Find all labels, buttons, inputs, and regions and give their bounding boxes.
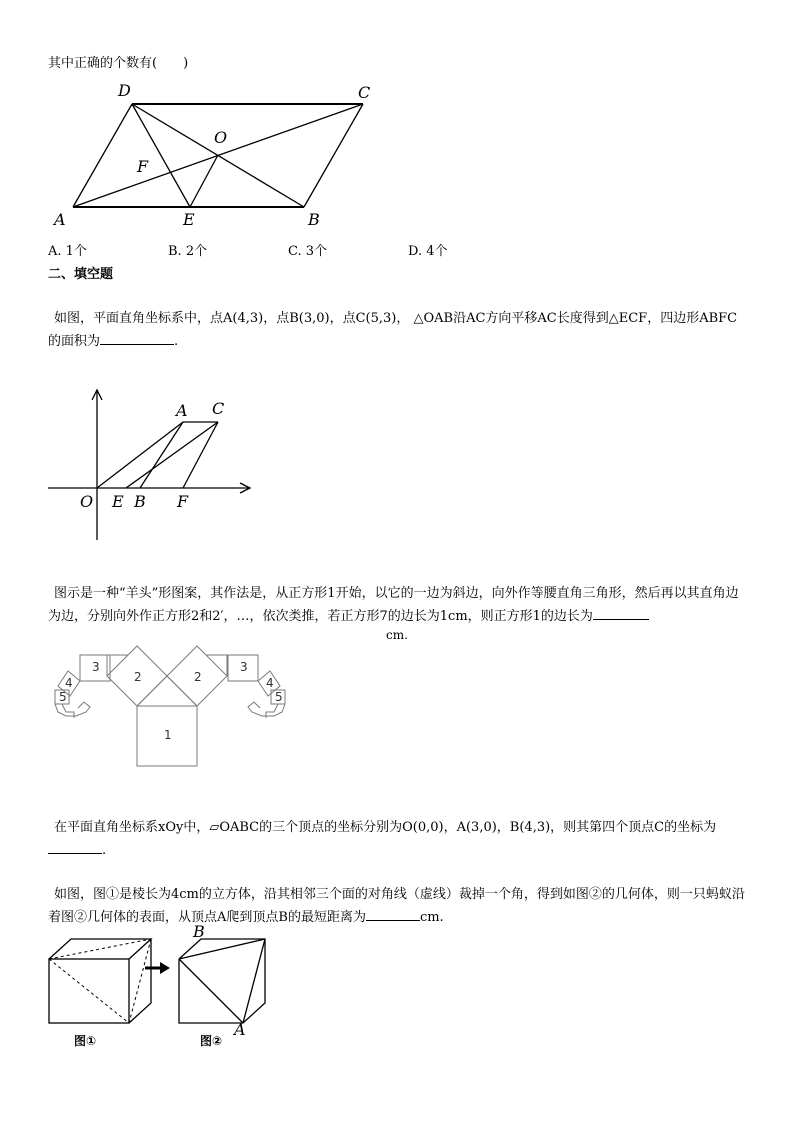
- label-F: F: [177, 492, 189, 511]
- label-B: B: [308, 210, 320, 229]
- square-5-left: [55, 690, 69, 704]
- spiral-left-inner: [62, 704, 74, 718]
- label-square-4-left: 4: [65, 676, 73, 690]
- cube2-outline: [179, 939, 265, 1023]
- edge-DA: [73, 104, 132, 207]
- cube1-cut-side: [129, 939, 151, 1023]
- label-E: E: [183, 210, 195, 229]
- question-4-text: 如图，图①是棱长为4cm的立方体，沿其相邻三个面的对角线（虚线）裁掉一个角，得到如图②的几何体，则一只蚂蚁沿着图②几何体的表面，从顶点A爬到顶点B的最短距离为: [48, 887, 745, 925]
- choice-a: A. 1个: [48, 244, 87, 259]
- answer-blank-3[interactable]: [48, 839, 102, 854]
- square-4-left: [58, 671, 80, 696]
- answer-blank-2[interactable]: [593, 605, 649, 620]
- seg-OA: [97, 422, 183, 488]
- triangle-2-right: [206, 655, 227, 676]
- label-E: E: [112, 492, 124, 511]
- square-4-right: [258, 671, 280, 696]
- label-square-3-right: 3: [240, 660, 248, 674]
- label-A: A: [234, 1020, 246, 1039]
- seg-CF: [183, 422, 218, 488]
- question-1-end: .: [174, 334, 179, 349]
- label-B: B: [134, 492, 146, 511]
- caption-figure-2: 图②: [200, 1034, 223, 1048]
- label-O: O: [214, 128, 228, 147]
- label-O: O: [80, 492, 94, 511]
- caption-figure-1: 图①: [74, 1034, 97, 1048]
- spiral-right: [248, 702, 285, 716]
- question-1-text: 如图，平面直角坐标系中，点A(4,3)，点B(3,0)，点C(5,3)， △OAB沿AC方向平移AC长度得到△ECF，四边形ABFC的面积为: [48, 311, 738, 349]
- triangle-2-left: [107, 655, 128, 676]
- arrow-icon: [145, 962, 170, 974]
- diag-AC: [73, 104, 363, 207]
- answer-blank-4[interactable]: [366, 906, 420, 921]
- square-5-right: [271, 690, 285, 704]
- question-intro: 其中正确的个数有( ): [48, 56, 189, 71]
- question-4-unit: cm.: [419, 910, 444, 925]
- label-square-5-right: 5: [275, 690, 283, 704]
- seg-AB: [140, 422, 183, 488]
- answer-blank-1[interactable]: [100, 330, 174, 345]
- label-square-5-left: 5: [59, 690, 67, 704]
- question-2: [48, 583, 748, 628]
- question-3-end: .: [102, 843, 107, 858]
- square-3-left: [80, 655, 110, 681]
- y-axis-arrow: [92, 390, 102, 400]
- cube1-side: [129, 939, 151, 1023]
- choice-c: C. 3个: [288, 244, 328, 259]
- square-2-right: [167, 646, 227, 706]
- label-A: A: [54, 210, 66, 229]
- question-3-text: 在平面直角坐标系xOy中，▱OABC的三个顶点的坐标分别为O(0,0)，A(3,0)，B(4,3)，则其第四个顶点C的坐标为: [54, 820, 717, 835]
- cube1-top: [49, 939, 151, 959]
- cube1-cut-top: [49, 939, 151, 959]
- cube1-cut-front: [49, 959, 129, 1023]
- choice-b: B. 2个: [168, 244, 208, 259]
- label-square-2-left: 2: [134, 670, 142, 684]
- seg-EC: [126, 422, 218, 488]
- label-C: C: [358, 83, 371, 102]
- edge-CB: [304, 104, 363, 207]
- square-3-right: [228, 655, 258, 681]
- square-1: [137, 706, 197, 766]
- question-2-unit: cm.: [386, 628, 408, 642]
- label-B: B: [193, 922, 205, 941]
- question-3: [48, 817, 748, 862]
- x-axis-arrow: [240, 483, 250, 493]
- question-2-text: 图示是一种“羊头”形图案，其作法是，从正方形1开始，以它的一边为斜边，向外作等腰直角三角形，然后再以其直角边为边，分别向外作正方形2和2′，…，依次类推，若正方形7的边长为1cm，则正方形1的边长为: [48, 586, 739, 624]
- label-D: D: [118, 81, 131, 100]
- triangle-1: [137, 676, 197, 706]
- spiral-left: [55, 702, 90, 716]
- label-square-2-right: 2: [194, 670, 202, 684]
- question-4: [48, 884, 748, 929]
- label-C: C: [212, 399, 225, 418]
- label-A: A: [176, 401, 188, 420]
- cube2-cut-front: [179, 959, 243, 1023]
- label-square-4-right: 4: [266, 676, 274, 690]
- cube2-cut-side: [243, 939, 265, 1023]
- seg-DE: [132, 104, 190, 207]
- choice-d: D. 4个: [408, 244, 448, 259]
- diag-DB: [132, 104, 304, 207]
- label-square-1: 1: [164, 728, 172, 742]
- label-square-3-left: 3: [92, 660, 100, 674]
- question-1: [48, 308, 748, 353]
- cube2-cut-top: [179, 939, 265, 959]
- cube1-front: [49, 959, 129, 1023]
- label-F: F: [137, 157, 149, 176]
- spiral-right-inner: [266, 704, 278, 718]
- square-2-left: [107, 646, 167, 706]
- seg-EO: [190, 155, 218, 207]
- section-title: 二、填空题: [48, 267, 114, 282]
